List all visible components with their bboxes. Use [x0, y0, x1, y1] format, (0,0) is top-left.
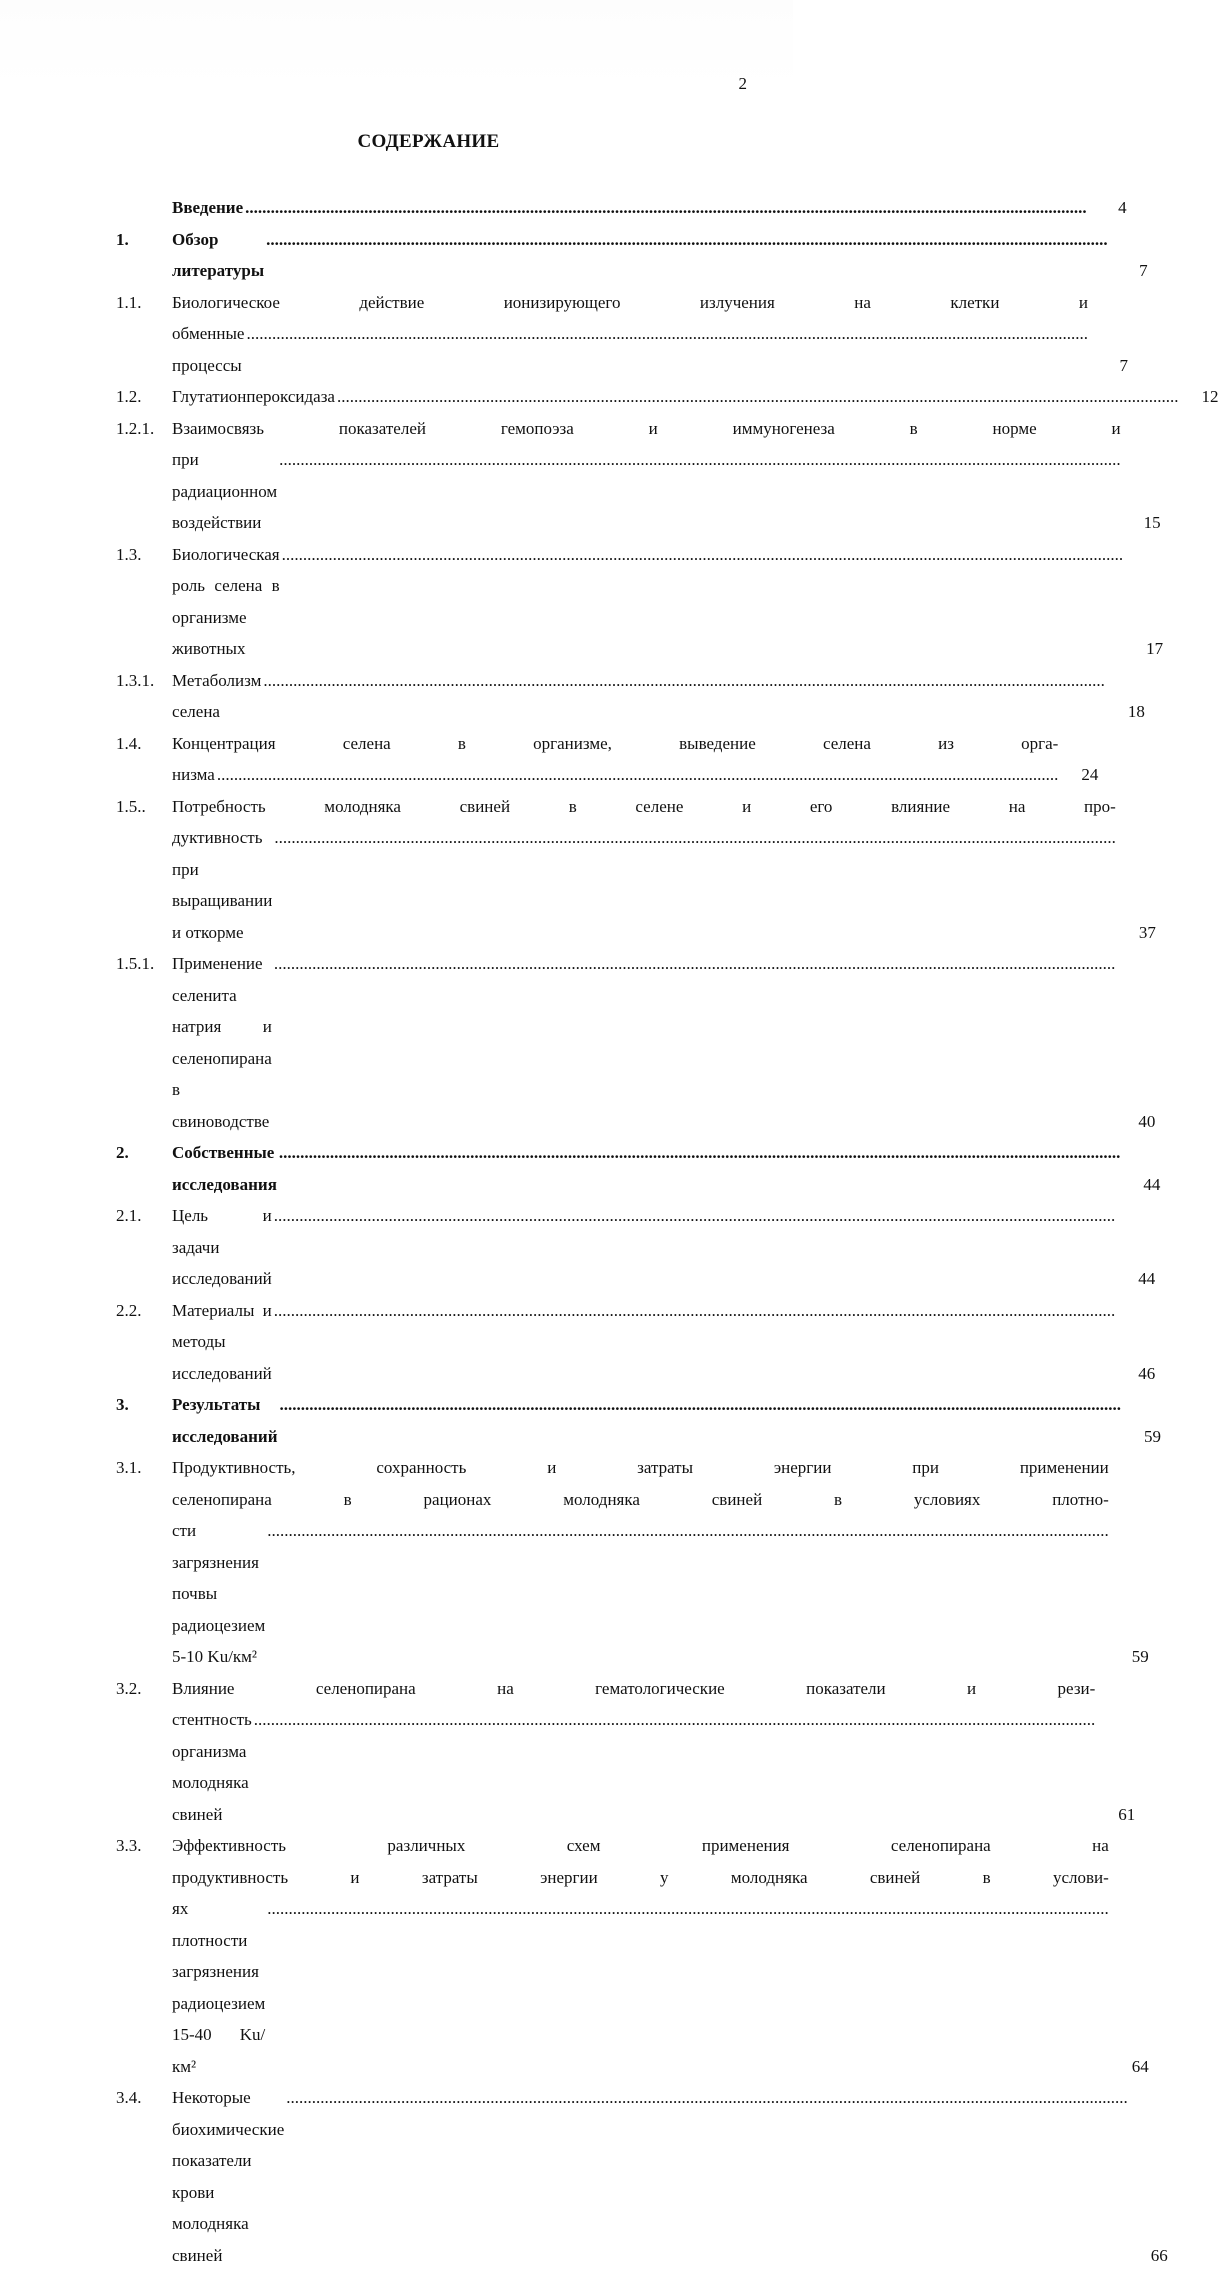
dot-leader: ......................................................................................................................................................................................................	[215, 759, 1059, 791]
toc-entry	[116, 192, 736, 224]
toc-entry-title-text: дуктивность при выращивании и откорме	[172, 822, 272, 948]
toc-entry-title	[172, 413, 1121, 539]
dot-leader: ......................................................................................................................................................................................................	[272, 1295, 1116, 1327]
toc-entry-number: 3.1.	[116, 1452, 172, 1673]
toc-entry-last-line	[172, 539, 1123, 665]
toc-entry-page: 7	[1088, 350, 1128, 382]
toc-entry-page: 37	[1116, 917, 1156, 949]
toc-entry-number: 2.	[116, 1137, 172, 1200]
toc-entry	[116, 1200, 736, 1295]
toc-entry-last-line	[172, 444, 1121, 539]
toc-entry-number: 1.1.	[116, 287, 172, 382]
toc-entry-title	[172, 192, 1087, 224]
toc-entry-title-text: обменные процессы	[172, 318, 244, 381]
toc-entry-last-line	[172, 1200, 1115, 1295]
toc-entry	[116, 287, 736, 382]
toc-entry-title-line: Взаимосвязь показателей гемопоэза и иммуногенеза в норме и	[172, 413, 1121, 445]
toc-entry-title-text: Собственные исследования	[172, 1137, 277, 1200]
toc-entry-title-text: Введение	[172, 192, 243, 224]
toc-entry-title	[172, 791, 1116, 949]
toc-entry-title	[172, 287, 1088, 382]
toc-entry	[116, 539, 736, 665]
toc-entry-title-text: Некоторые биохимические показатели крови молодняка свиней	[172, 2082, 284, 2271]
toc-entry	[116, 1673, 736, 1831]
toc-entry-page: 15	[1121, 507, 1161, 539]
toc-entry-page: 4	[1087, 192, 1127, 224]
toc-entry-title-line: Продуктивность, сохранность и затраты энергии при применении	[172, 1452, 1109, 1484]
toc-entry-title	[172, 539, 1123, 665]
toc-entry-last-line	[172, 2082, 1128, 2271]
toc-entry-last-line	[172, 224, 1108, 287]
dot-leader: ......................................................................................................................................................................................................	[265, 1893, 1109, 1925]
toc-entry-number: 2.1.	[116, 1200, 172, 1295]
toc-entry-title-text: Биологическая роль селена в организме животных	[172, 539, 280, 665]
toc-entry-number	[116, 192, 172, 224]
toc-entry-title-text: Обзор литературы	[172, 224, 264, 287]
dot-leader: ......................................................................................................................................................................................................	[272, 948, 1116, 980]
toc-entry-title-line: Потребность молодняка свиней в селене и его влияние на про-	[172, 791, 1116, 823]
dot-leader: ......................................................................................................................................................................................................	[243, 192, 1087, 224]
toc-entry-title	[172, 2082, 1128, 2271]
toc-entry-last-line	[172, 1515, 1109, 1673]
toc-entry-title-line: продуктивность и затраты энергии у молодняка свиней в услови-	[172, 1862, 1109, 1894]
toc-entry-number: 1.3.1.	[116, 665, 172, 728]
toc-entry-title-text: при радиационном воздействии	[172, 444, 277, 539]
toc-entry-page: 40	[1115, 1106, 1155, 1138]
toc-entry-page: 66	[1128, 2240, 1168, 2271]
toc-entry-last-line	[172, 665, 1105, 728]
toc-entry-page: 18	[1105, 696, 1145, 728]
toc-entry-title	[172, 224, 1108, 287]
toc-entry-title	[172, 1389, 1121, 1452]
toc-entry-page: 46	[1115, 1358, 1155, 1390]
toc-entry-number: 1.4.	[116, 728, 172, 791]
toc-entry-title-text: низма	[172, 759, 215, 791]
toc-entry-number: 1.5.1.	[116, 948, 172, 1137]
toc-entry-title-line: Влияние селенопирана на гематологические показатели и рези-	[172, 1673, 1095, 1705]
toc-entry	[116, 728, 736, 791]
toc-entry-last-line	[172, 1295, 1115, 1390]
toc-entry-last-line	[172, 381, 1178, 413]
toc-entry-title	[172, 1673, 1095, 1831]
toc-entry	[116, 791, 736, 949]
toc-entry-title-text: стентность организма молодняка свиней	[172, 1704, 252, 1830]
toc-entry-last-line	[172, 1893, 1109, 2082]
toc-entry-title	[172, 665, 1105, 728]
toc-entry-title	[172, 1830, 1109, 2082]
toc-entry-number: 1.5..	[116, 791, 172, 949]
toc-entry-title	[172, 728, 1058, 791]
toc-entry-last-line	[172, 192, 1087, 224]
toc-entry-number: 3.4.	[116, 2082, 172, 2271]
toc-entry-page: 7	[1108, 255, 1148, 287]
toc-entry-title-text: Результаты исследований	[172, 1389, 277, 1452]
toc-entry-title	[172, 948, 1115, 1137]
toc-entry	[116, 1452, 736, 1673]
toc-entry-title-text: сти загрязнения почвы радиоцезием 5-10 Ku/км²	[172, 1515, 265, 1673]
toc-entry-title-line: Концентрация селена в организме, выведение селена из орга-	[172, 728, 1058, 760]
toc-entry-number: 3.2.	[116, 1673, 172, 1831]
dot-leader: ......................................................................................................................................................................................................	[284, 2082, 1128, 2114]
toc-entry-title-text: Глутатионпероксидаза	[172, 381, 335, 413]
toc-entry-number: 1.2.1.	[116, 413, 172, 539]
toc-entry-title-text: Цель и задачи исследований	[172, 1200, 272, 1295]
toc-entry-title-line: Биологическое действие ионизирующего излучения на клетки и	[172, 287, 1088, 319]
toc-entry-number: 2.2.	[116, 1295, 172, 1390]
toc-entry-page: 59	[1109, 1641, 1149, 1673]
toc-entry-page: 24	[1058, 759, 1098, 791]
dot-leader: ......................................................................................................................................................................................................	[252, 1704, 1096, 1736]
toc-entry-title-text: ях плотности загрязнения радиоцезием 15-40 Ku/км²	[172, 1893, 265, 2082]
toc-entry-number: 1.3.	[116, 539, 172, 665]
toc-entry-page: 12	[1178, 381, 1218, 413]
toc-entry-page: 64	[1109, 2051, 1149, 2083]
toc-entry-last-line	[172, 1704, 1095, 1830]
toc-entry-title	[172, 381, 1178, 413]
dot-leader: ......................................................................................................................................................................................................	[277, 1389, 1121, 1421]
toc-entry-last-line	[172, 318, 1088, 381]
toc-entry-title	[172, 1137, 1120, 1200]
toc-entry	[116, 2082, 736, 2271]
toc-entry-last-line	[172, 1389, 1121, 1452]
dot-leader: ......................................................................................................................................................................................................	[272, 822, 1116, 854]
dot-leader: ......................................................................................................................................................................................................	[280, 539, 1124, 571]
toc-entry	[116, 381, 736, 413]
dot-leader: ......................................................................................................................................................................................................	[264, 224, 1108, 256]
toc-entry-last-line	[172, 1137, 1120, 1200]
toc-entry-number: 1.2.	[116, 381, 172, 413]
toc-entry-number: 3.3.	[116, 1830, 172, 2082]
toc-entry	[116, 1137, 736, 1200]
dot-leader: ......................................................................................................................................................................................................	[277, 444, 1121, 476]
dot-leader: ......................................................................................................................................................................................................	[261, 665, 1105, 697]
toc-entry	[116, 1295, 736, 1390]
toc-entry-title	[172, 1295, 1115, 1390]
toc-entry	[116, 1389, 736, 1452]
toc-entry-title-line: Эффективность различных схем применения селенопирана на	[172, 1830, 1109, 1862]
toc-entry-number: 3.	[116, 1389, 172, 1452]
toc-entry	[116, 224, 736, 287]
toc-entry-title-text: Применение селенита натрия и селенопирана в свиноводстве	[172, 948, 272, 1137]
dot-leader: ......................................................................................................................................................................................................	[277, 1137, 1121, 1169]
dot-leader: ......................................................................................................................................................................................................	[244, 318, 1088, 350]
dot-leader: ......................................................................................................................................................................................................	[265, 1515, 1109, 1547]
dot-leader: ......................................................................................................................................................................................................	[335, 381, 1179, 413]
toc-entry-title-line: селенопирана в рационах молодняка свиней в условиях плотно-	[172, 1484, 1109, 1516]
page-title: СОДЕРЖАНИЕ	[0, 131, 857, 153]
toc-entry	[116, 413, 736, 539]
toc-entry-last-line	[172, 948, 1115, 1137]
toc-entry	[116, 948, 736, 1137]
toc-entry	[116, 1830, 736, 2082]
toc-entry-title	[172, 1200, 1115, 1295]
document-page	[0, 0, 793, 1122]
toc-entry-page: 17	[1123, 633, 1163, 665]
dot-leader: ......................................................................................................................................................................................................	[272, 1200, 1116, 1232]
toc-entry-page: 44	[1120, 1169, 1160, 1201]
toc-entry-last-line	[172, 822, 1116, 948]
page-number: 2	[739, 74, 748, 94]
toc-entry-title-text: Метаболизм селена	[172, 665, 261, 728]
toc-entry-number: 1.	[116, 224, 172, 287]
table-of-contents	[116, 192, 736, 2271]
toc-entry	[116, 665, 736, 728]
toc-entry-last-line	[172, 759, 1058, 791]
toc-entry-title-text: Материалы и методы исследований	[172, 1295, 272, 1390]
toc-entry-page: 44	[1115, 1263, 1155, 1295]
toc-entry-title	[172, 1452, 1109, 1673]
toc-entry-page: 59	[1121, 1421, 1161, 1453]
toc-entry-page: 61	[1095, 1799, 1135, 1831]
